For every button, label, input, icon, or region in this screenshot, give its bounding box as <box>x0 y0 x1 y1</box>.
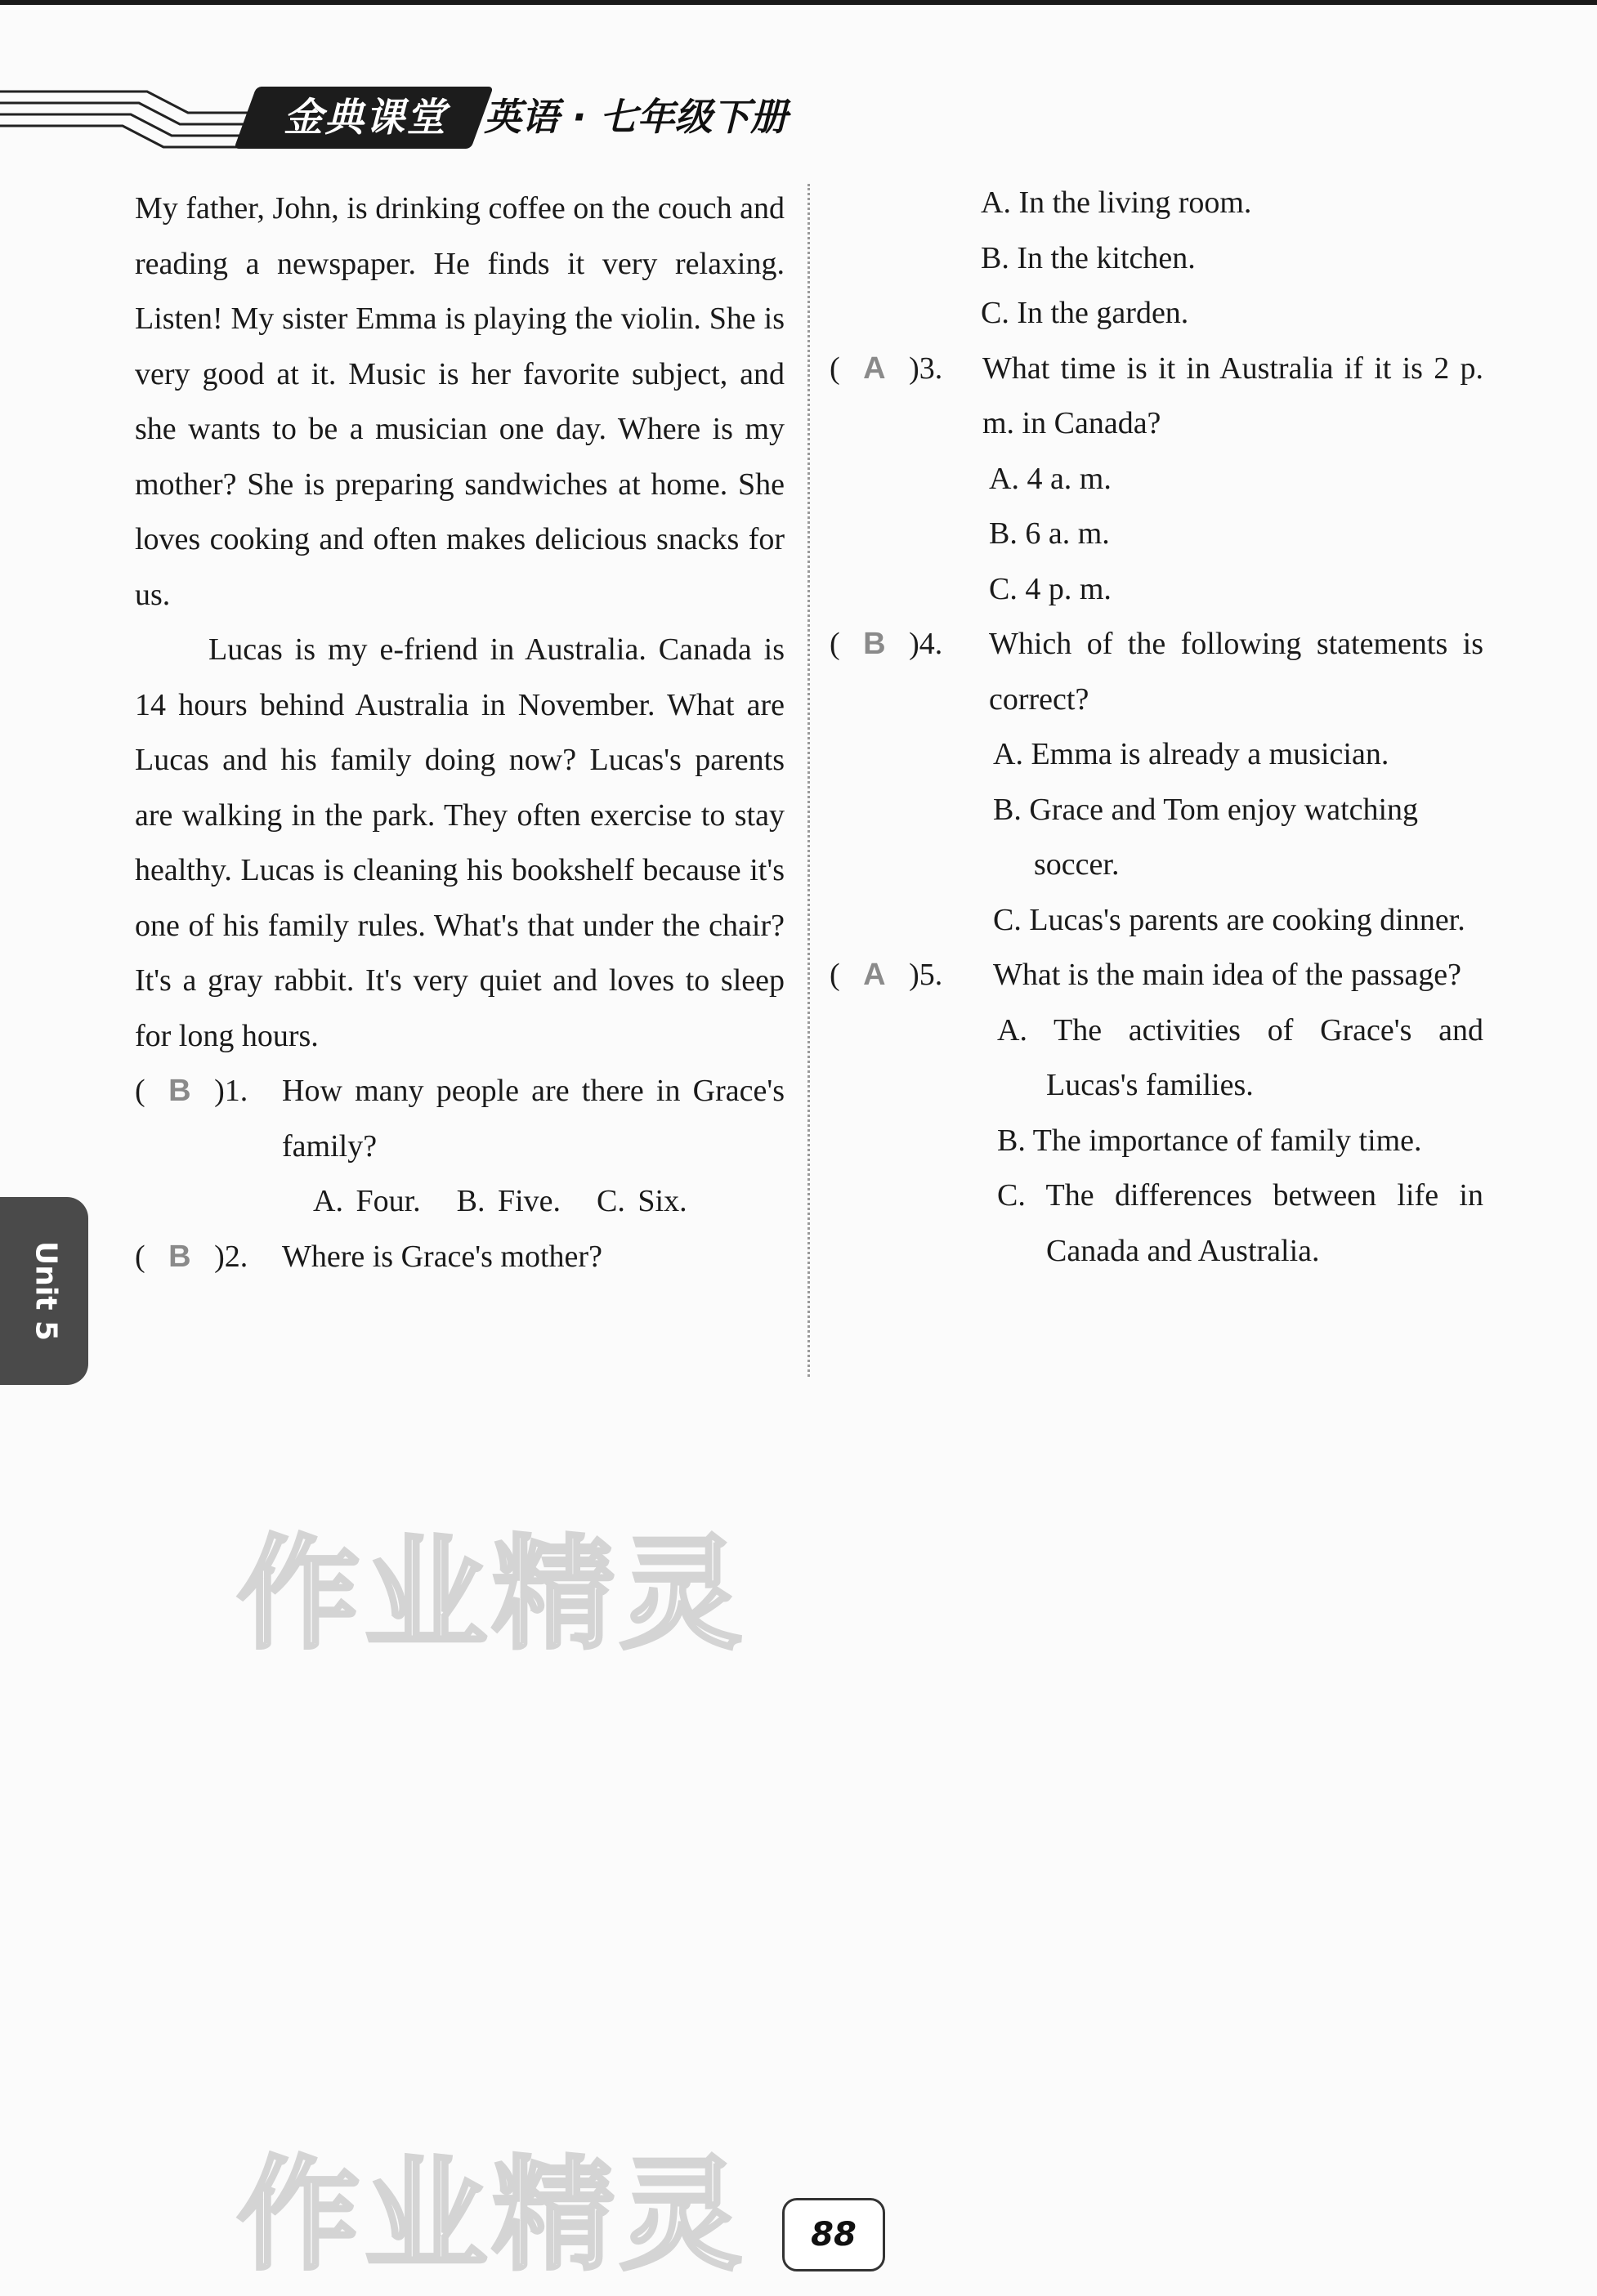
question-2 <box>135 1230 785 1285</box>
right-column <box>830 176 1483 1279</box>
top-rule <box>0 0 1597 5</box>
question-number: 2. <box>224 1239 248 1274</box>
option: C. Six. <box>597 1184 687 1218</box>
answer-mark: B <box>168 1074 191 1108</box>
question-stem: What is the main idea of the passage? <box>993 958 1461 992</box>
option: A. 4 a. m. <box>989 461 1112 496</box>
option: C. The differences between life in Canada and Australia. <box>997 1178 1483 1268</box>
answer-mark: A <box>863 958 886 992</box>
answer-bracket: ( B )2. <box>135 1239 248 1274</box>
answer-mark: B <box>863 627 886 661</box>
subject-title: 英语 · 七年级下册 <box>484 95 788 139</box>
option: A. Four. <box>313 1184 421 1218</box>
question-stem: How many people are there in Grace's family? <box>282 1074 785 1164</box>
passage-paragraph-2: Lucas is my e-friend in Australia. Canada is 14 hours behind Australia in November. What are Lucas and his family doing now? Lucas's parents are walking in the park. They often exercise to stay healthy. Lucas is cleaning his bookshelf because it's one of his family rules. What's that under the chair? It's a gray rabbit. It's very quiet and loves to sleep for long hours. <box>135 632 785 1053</box>
answer-bracket: ( A )5. <box>830 958 943 992</box>
option: B. The importance of family time. <box>997 1123 1422 1158</box>
question-1-options <box>313 1174 785 1230</box>
watermark: 作业精灵 <box>237 1524 748 1666</box>
brand-title: 金典课堂 <box>283 95 447 141</box>
question-number: 5. <box>919 958 943 992</box>
column-divider <box>807 184 810 1377</box>
left-column <box>135 181 785 1284</box>
option: B. Grace and Tom enjoy watching soccer. <box>993 792 1419 882</box>
question-4 <box>830 617 1483 727</box>
question-number: 3. <box>919 351 943 386</box>
answer-bracket: ( B )4. <box>830 627 943 661</box>
option: B. Five. <box>456 1184 561 1218</box>
unit-side-tab-label: Unit 5 <box>29 1241 63 1341</box>
option: C. Lucas's parents are cooking dinner. <box>993 902 1465 937</box>
question-number: 1. <box>224 1074 248 1108</box>
option: B. 6 a. m. <box>989 516 1110 551</box>
question-1 <box>135 1064 785 1174</box>
option: A. The activities of Grace's and Lucas's families. <box>997 1012 1483 1102</box>
question-number: 4. <box>919 627 943 661</box>
option: A. In the living room. <box>981 185 1252 220</box>
question-stem: What time is it in Australia if it is 2 p. m. in Canada? <box>982 351 1483 440</box>
page-number: 88 <box>811 2216 857 2254</box>
answer-mark: A <box>863 351 886 386</box>
answer-mark: B <box>168 1239 191 1274</box>
header-decoration <box>0 82 270 155</box>
question-5 <box>830 948 1483 1003</box>
option: C. In the garden. <box>981 296 1189 330</box>
question-stem: Which of the following statements is correct? <box>989 627 1483 717</box>
watermark: 作业精灵 <box>237 2145 748 2287</box>
option: B. In the kitchen. <box>981 240 1196 275</box>
question-3 <box>830 342 1483 452</box>
option: A. Emma is already a musician. <box>993 737 1389 771</box>
answer-bracket: ( A )3. <box>830 351 943 386</box>
passage-paragraph-1: My father, John, is drinking coffee on the couch and reading a newspaper. He finds it very relaxing. Listen! My sister Emma is playing the violin. She is very good at it. Music is her favorite subject, and she wants to be a musician one day. Where is my mother? She is preparing sandwiches at home. She loves cooking and often makes delicious snacks for us. <box>135 191 785 612</box>
option: C. 4 p. m. <box>989 571 1112 606</box>
answer-bracket: ( B )1. <box>135 1074 248 1108</box>
question-stem: Where is Grace's mother? <box>282 1239 602 1274</box>
